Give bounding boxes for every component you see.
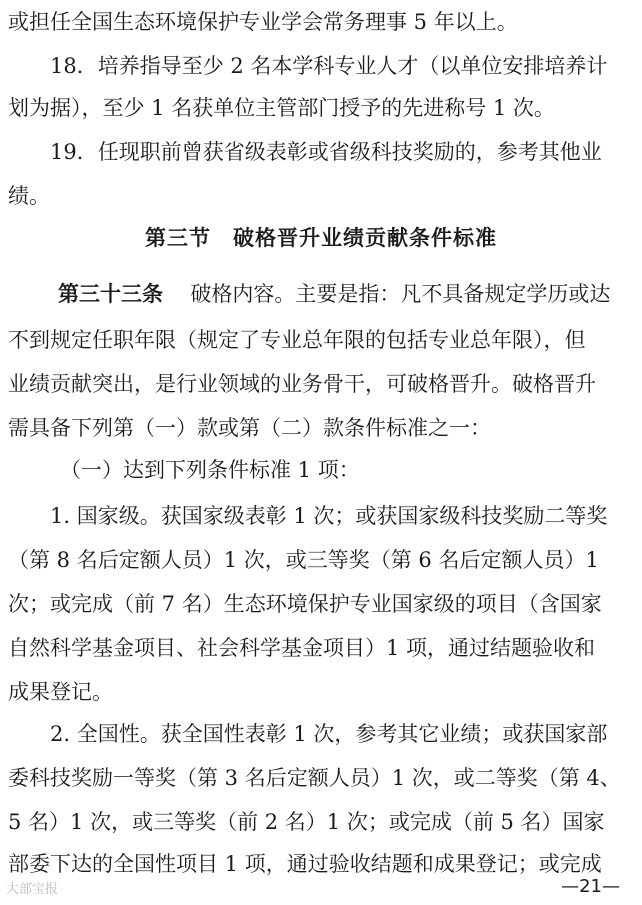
clause-heading: （一）达到下列条件标准 1 项： bbox=[60, 458, 360, 482]
text-line-10: 需具备下列第（一）款或第（二）款条件标准之一： bbox=[8, 416, 491, 440]
item-2-line-2: 委科技奖励一等奖（第 3 名后定额人员）1 次，或二等奖（第 4、 bbox=[8, 766, 621, 790]
watermark: 大部宝报 bbox=[6, 882, 59, 897]
item-1-line-4: 自然科学基金项目、社会科学基金项目）1 项，通过结题验收和 bbox=[8, 636, 596, 660]
text-line-4: 19．任现职前曾获省级表彰或省级科技奖励的，参考其他业 bbox=[50, 140, 602, 164]
item-2-line-4: 部委下达的全国性项目 1 项，通过验收结题和成果登记；或完成 bbox=[8, 852, 602, 876]
item-2-line-1: 2. 全国性。获全国性表彰 1 次，参考其它业绩；或获国家部 bbox=[50, 722, 608, 746]
item-2-line-3: 5 名）1 次，或三等奖（前 2 名）1 次；或完成（前 5 名）国家 bbox=[8, 810, 605, 834]
item-1-line-2: （第 8 名后定额人员）1 次，或三等奖（第 6 名后定额人员）1 bbox=[8, 548, 599, 572]
section-title: 第三节 破格晋升业绩贡献条件标准 bbox=[145, 226, 497, 250]
text-line-5: 绩。 bbox=[8, 184, 50, 208]
text-line-8: 不到规定任职年限（规定了专业总年限的包括专业总年限），但 bbox=[8, 328, 586, 352]
article-lead: 破格内容。主要是指：凡不具备规定学历或达 bbox=[190, 282, 611, 306]
item-1-line-1: 1. 国家级。获国家级表彰 1 次；或获国家级科技奖励二等奖 bbox=[50, 504, 608, 528]
text-line-3: 划为据），至少 1 名获单位主管部门授予的先进称号 1 次。 bbox=[8, 96, 555, 120]
page-number: —21— bbox=[561, 876, 620, 897]
article-line-1 bbox=[58, 272, 642, 316]
item-1-line-5: 成果登记。 bbox=[8, 680, 113, 704]
text-line-1: 或担任全国生态环境保护专业学会常务理事 5 年以上。 bbox=[8, 10, 518, 34]
text-line-2: 18．培养指导至少 2 名本学科专业人才（以单位安排培养计 bbox=[50, 54, 608, 78]
item-1-line-3: 次；或完成（前 7 名）生态环境保护专业国家级的项目（含国家 bbox=[8, 592, 602, 616]
text-line-9: 业绩贡献突出，是行业领域的业务骨干，可破格晋升。破格晋升 bbox=[8, 372, 596, 396]
article-number: 第三十三条 bbox=[58, 281, 163, 306]
